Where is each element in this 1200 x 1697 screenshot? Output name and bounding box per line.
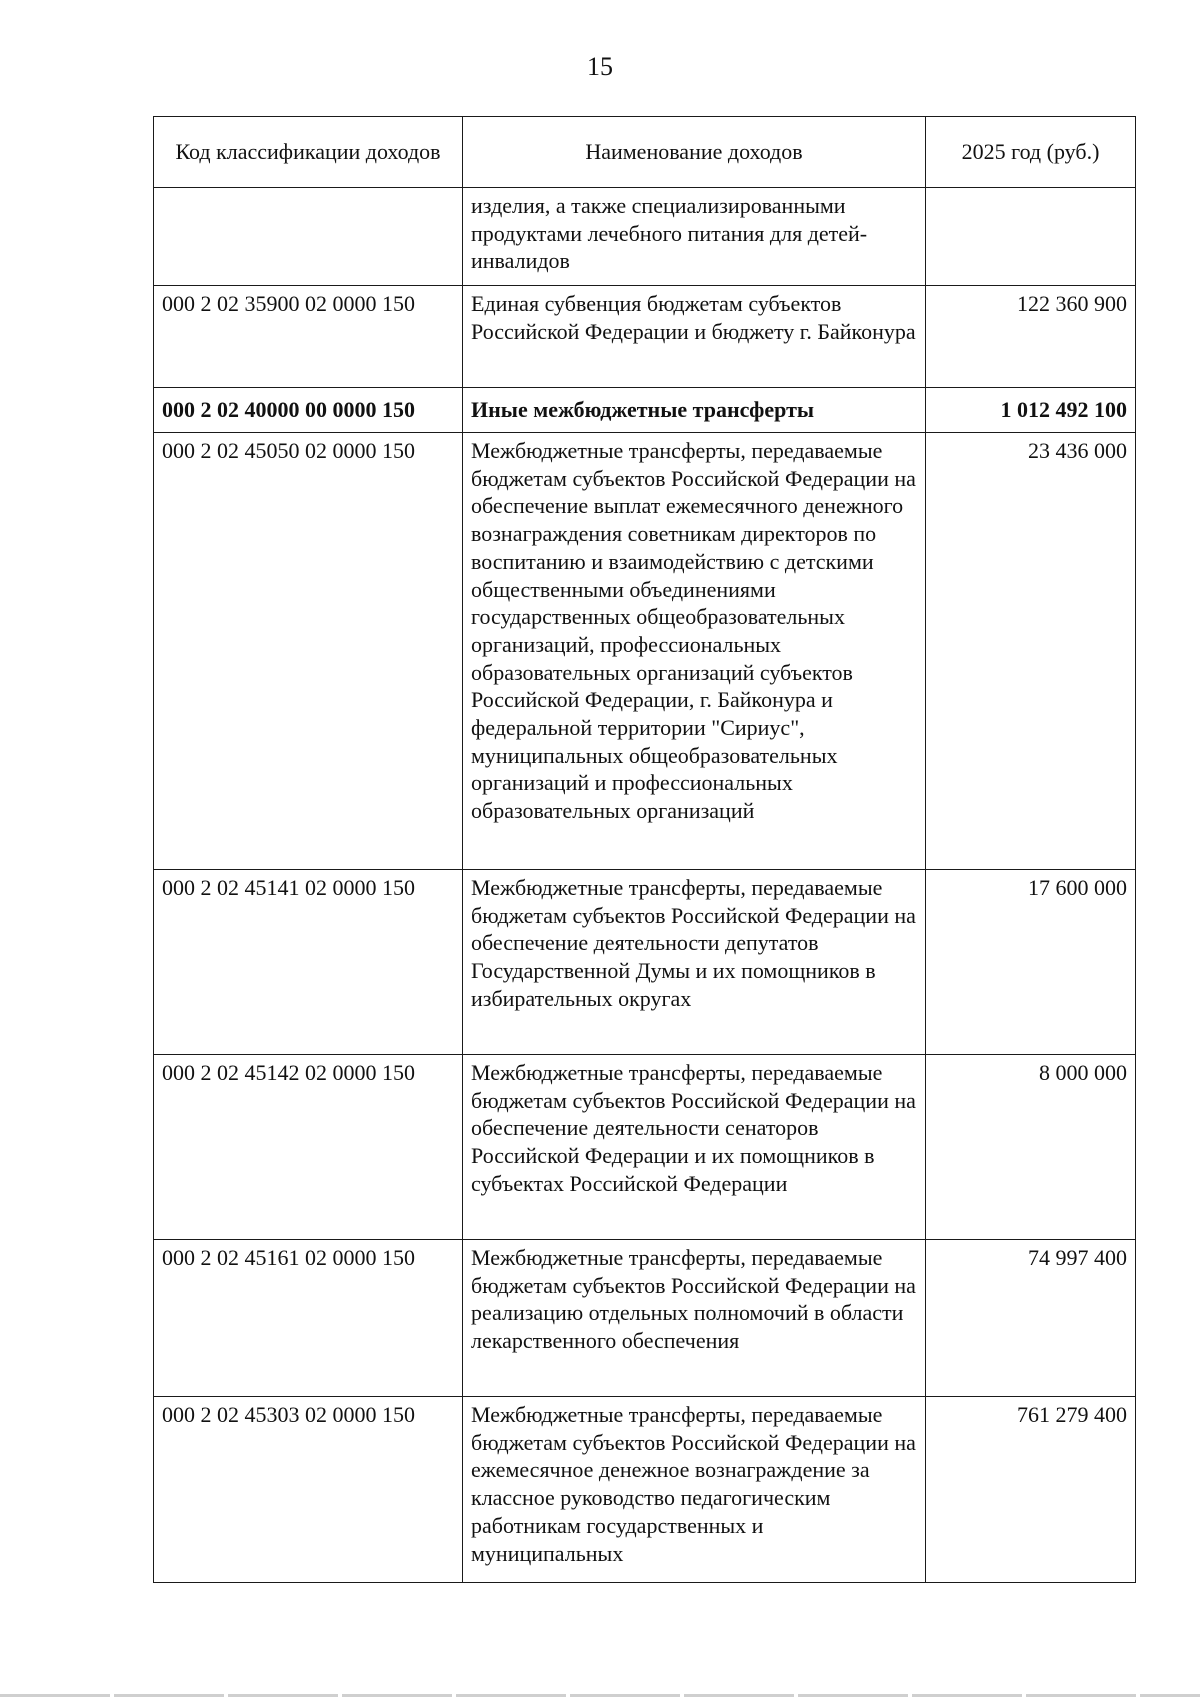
table-row — [154, 286, 1136, 388]
table-row — [154, 1397, 1136, 1583]
row-amount: 74 997 400 — [926, 1240, 1136, 1397]
table-row — [154, 870, 1136, 1055]
row-name: Межбюджетные трансферты, передаваемые бюджетам субъектов Российской Федерации на реализацию отдельных полномочий в области лекарственного обеспечения — [463, 1240, 926, 1397]
row-name: изделия, а также специализированными продуктами лечебного питания для детей-инвалидов — [463, 188, 926, 286]
income-table — [153, 116, 1136, 1583]
row-code: 000 2 02 45141 02 0000 150 — [154, 870, 463, 1055]
row-code: 000 2 02 35900 02 0000 150 — [154, 286, 463, 388]
row-amount: 23 436 000 — [926, 433, 1136, 870]
header-code: Код классификации доходов — [154, 117, 463, 188]
row-amount: 122 360 900 — [926, 286, 1136, 388]
table-row — [154, 433, 1136, 870]
row-code: 000 2 02 45142 02 0000 150 — [154, 1055, 463, 1240]
row-code — [154, 188, 463, 286]
row-name: Единая субвенция бюджетам субъектов Российской Федерации и бюджету г. Байконура — [463, 286, 926, 388]
table-row-total — [154, 388, 1136, 433]
row-amount: 761 279 400 — [926, 1397, 1136, 1583]
row-amount: 17 600 000 — [926, 870, 1136, 1055]
row-name: Межбюджетные трансферты, передаваемые бюджетам субъектов Российской Федерации на обеспечение выплат ежемесячного денежного вознаграждения советникам директоров по воспитанию и взаимодействию с детскими общественными объединениями государственных общеобразовательных организаций, профессиональных образовательных организаций субъектов Российской Федерации, г. Байконура и федеральной территории "Сириус", муниципальных общеобразовательных организаций и профессиональных образовательных организаций — [463, 433, 926, 870]
row-name: Межбюджетные трансферты, передаваемые бюджетам субъектов Российской Федерации на ежемесячное денежное вознаграждение за классное руководство педагогическим работникам государственных и муниципальных — [463, 1397, 926, 1583]
row-code: 000 2 02 45161 02 0000 150 — [154, 1240, 463, 1397]
row-code: 000 2 02 45303 02 0000 150 — [154, 1397, 463, 1583]
header-row — [154, 117, 1136, 188]
row-name: Иные межбюджетные трансферты — [463, 388, 926, 433]
table-row — [154, 1240, 1136, 1397]
header-name: Наименование доходов — [463, 117, 926, 188]
table-header — [154, 117, 1136, 188]
header-amount: 2025 год (руб.) — [926, 117, 1136, 188]
row-amount — [926, 188, 1136, 286]
row-name: Межбюджетные трансферты, передаваемые бюджетам субъектов Российской Федерации на обеспечение деятельности депутатов Государственной Думы и их помощников в избирательных округах — [463, 870, 926, 1055]
row-code: 000 2 02 40000 00 0000 150 — [154, 388, 463, 433]
page-number: 15 — [587, 52, 613, 81]
table-body — [154, 188, 1136, 1583]
row-amount: 8 000 000 — [926, 1055, 1136, 1240]
table-row — [154, 188, 1136, 286]
row-code: 000 2 02 45050 02 0000 150 — [154, 433, 463, 870]
row-name: Межбюджетные трансферты, передаваемые бюджетам субъектов Российской Федерации на обеспечение деятельности сенаторов Российской Федерации и их помощников в субъектах Российской Федерации — [463, 1055, 926, 1240]
table-row — [154, 1055, 1136, 1240]
row-amount: 1 012 492 100 — [926, 388, 1136, 433]
